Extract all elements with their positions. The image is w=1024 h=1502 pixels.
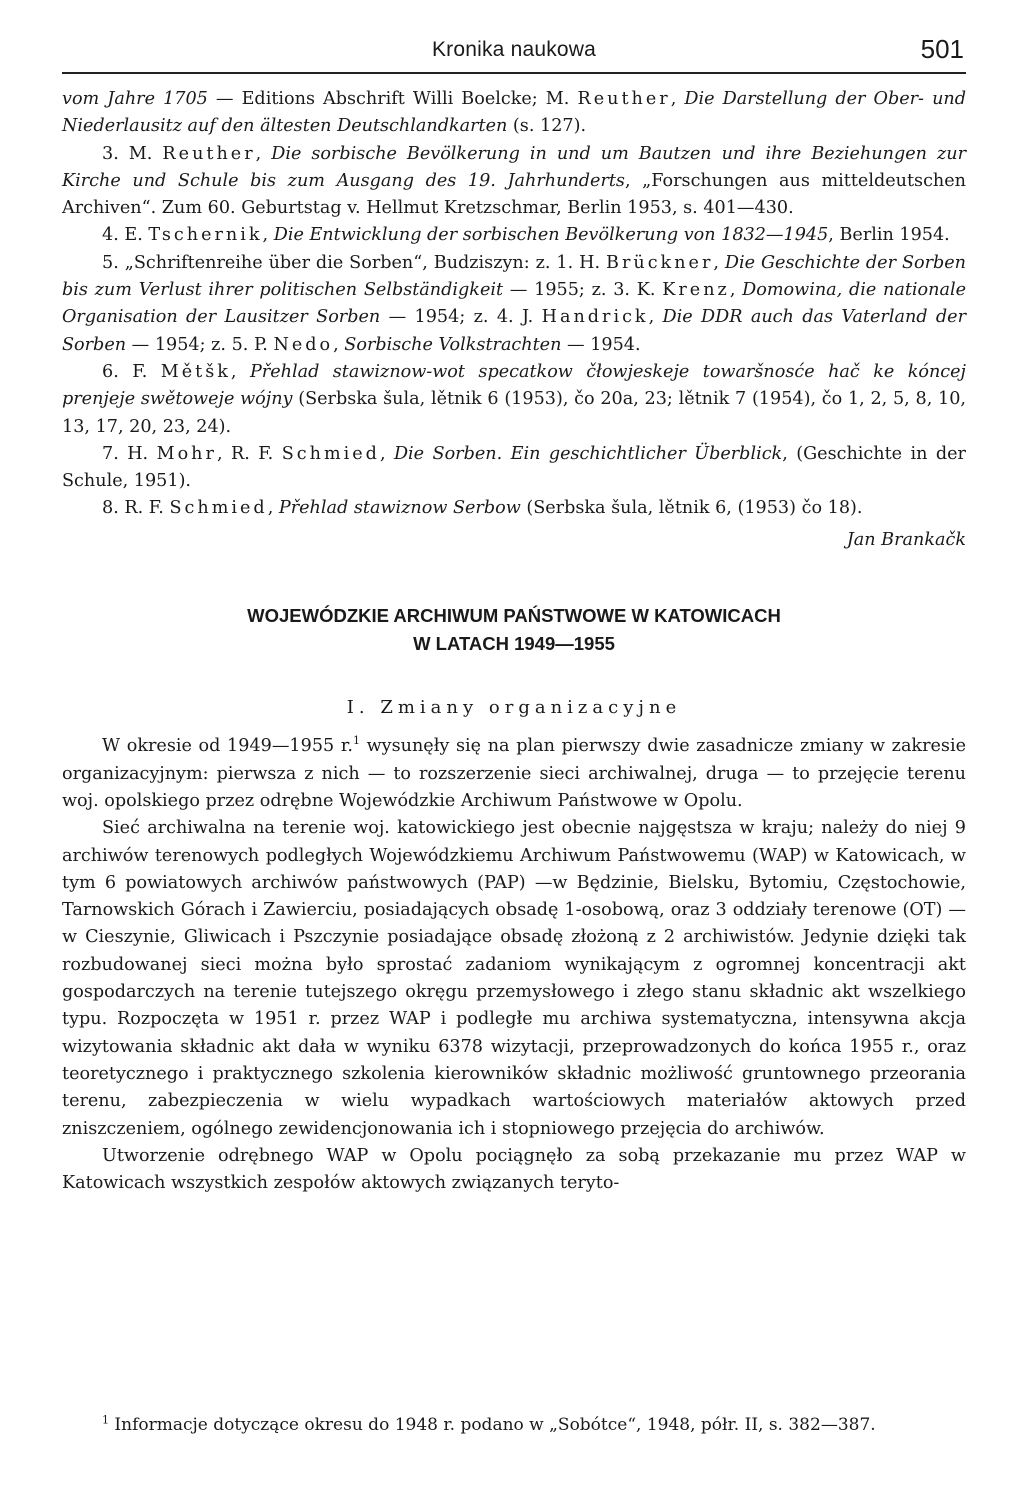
section-title-line-1: WOJEWÓDZKIE ARCHIWUM PAŃSTWOWE W KATOWICACH <box>247 605 781 627</box>
bibliography-entry-8: 8. R. F. Schmied, Přehlad stawiznow Serbow (Serbska šula, lětnik 6, (1953) čo 18). <box>102 498 863 519</box>
page-header <box>62 30 966 70</box>
footnote-ref: 1 <box>352 734 360 748</box>
bibliography-entry-2-continued: vom Jahre 1705 — Editions Abschrift Willi Boelcke; M. Reuther, Die Darstellung der Ober- und Niederlausitz auf den ältesten Deutschlandkarten (s. 127). <box>62 89 966 137</box>
paragraph-2: Sieć archiwalna na terenie woj. katowickiego jest obecnie najgęstsza w kraju; należy do niej 9 archiwów terenowych podległych Wojewódzkiemu Archiwum Państwowemu (WAP) w Katowicach, w tym 6 powiatowych archiwów państwowych (PAP) —w Będzinie, Bielsku, Bytomiu, Częstochowie, Tarnowskich Górach i Zawierciu, posiadających obsadę 1-osobową, oraz 3 oddziały terenowe (OT) — w Cieszynie, Gliwicach i Pszczynie posiadające obsadę złożoną z 2 archiwistów. Jedynie dzięki tak rozbudowanej sieci można było sprostać zadaniom wynikającym z ogromnej koncentracji akt gospodarczych na terenie tutejszego okręgu przemysłowego i złego stanu składnic akt wszelkiego typu. Rozpoczęta w 1951 r. przez WAP i podległe mu archiwa systematyczna, intensywna akcja wizytowania składnic akt dała w wyniku 6378 wizytacji, przeprowadzonych do końca 1955 r., oraz teoretycznego i praktycznego szkolenia kierowników składnic możliwość gruntownego przeorania terenu, zabezpieczenia w wielu wypadkach wartościowych materiałów aktowych przed zniszczeniem, ogólnego zewidencjonowania ich i stopniowego przejęcia do archiwów. <box>62 818 966 1139</box>
footnote-number: 1 <box>102 1413 109 1427</box>
bibliography-entry-6: 6. F. Mětšk, Přehlad stawiznow-wot specatkow čłowjeskeje towaršnosće hač ke kóncej prenjeje swětoweje wójny (Serbska šula, lětnik 6 (1953), čo 20a, 23; lětnik 7 (1954), čo 1, 2, 5, 8, 10, 13, 17, 20, 23, 24). <box>62 361 967 437</box>
section-title-line-2: W LATACH 1949—1955 <box>413 633 615 655</box>
author-signature: Jan Brankačk <box>846 529 966 550</box>
bibliography-entry-3: 3. M. Reuther, Die sorbische Bevölkerung in und um Bautzen und ihre Beziehungen zur Kirche und Schule bis zum Ausgang des 19. Jahrhunderts, „Forschungen aus mitteldeutschen Archiven“. Zum 60. Geburtstag v. Hellmut Kretzschmar, Berlin 1953, s. 401—430. <box>62 143 967 219</box>
header-rule <box>62 72 966 74</box>
page <box>62 0 966 1502</box>
footnote <box>62 1412 966 1439</box>
footnote-text: Informacje dotyczące okresu do 1948 r. podano w „Sobótce“, 1948, półr. II, s. 382—387. <box>109 1415 876 1435</box>
running-title: Kronika naukowa <box>431 38 597 61</box>
paragraph-1: W okresie od 1949—1955 r.$^1$ wysunęły się na plan pierwszy dwie zasadnicze zmiany w zakresie organizacyjnym: pierwsza z nich — to rozszerzenie sieci archiwalnej, druga — to przejęcie terenu woj. opolskiego przez odrębne Wojewódzkie Archiwum Państwowe w Opolu. <box>62 734 966 811</box>
page-number: 501 <box>920 34 964 64</box>
subsection-title: I. Zmiany organizacyjne <box>346 697 682 719</box>
section-title <box>62 602 966 658</box>
bibliography-entry-7: 7. H. Mohr, R. F. Schmied, Die Sorben. Ein geschichtlicher Überblick, (Geschichte in der Schule, 1951). <box>62 443 966 492</box>
article-body <box>62 86 966 1197</box>
bibliography-entry-4: 4. E. Tschernik, Die Entwicklung der sorbischen Bevölkerung von 1832—1945, Berlin 1954. <box>102 225 950 246</box>
paragraph-3: Utworzenie odrębnego WAP w Opolu pociągnęło za sobą przekazanie mu przez WAP w Katowicach wszystkich zespołów aktowych związanych teryto- <box>62 1145 966 1194</box>
bibliography-entry-5: 5. „Schriftenreihe über die Sorben“, Budziszyn: z. 1. H. Brückner, Die Geschichte der Sorben bis zum Verlust ihrer politischen Selbständigkeit — 1955; z. 3. K. Krenz, Domowina, die nationale Organisation der Lausitzer Sorben — 1954; z. 4. J. Handrick, Die DDR auch das Vaterland der Sorben — 1954; z. 5. P. Nedo, Sorbische Volkstrachten — 1954. <box>62 252 967 355</box>
